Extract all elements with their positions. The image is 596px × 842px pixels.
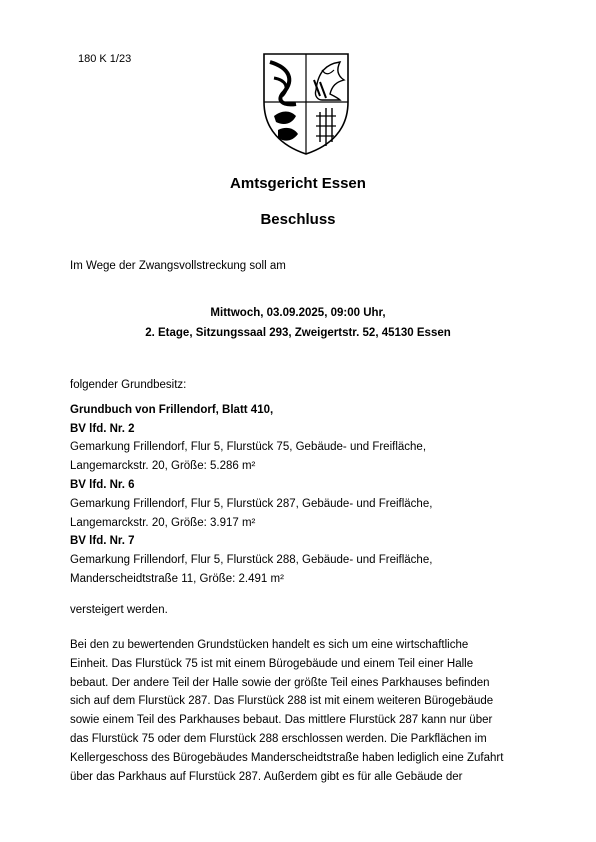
description-line: sich auf dem Flurstück 287. Das Flurstück 288 ist mit einem weiteren Bürogebäude [70,695,494,708]
property-line: Langemarckstr. 20, Größe: 5.286 m² [70,460,256,473]
property-line: BV lfd. Nr. 2 [70,422,135,435]
case-number: 180 K 1/23 [78,53,132,65]
property-line: Manderscheidtstraße 11, Größe: 2.491 m² [70,572,284,585]
place-line: 2. Etage, Sitzungssaal 293, Zweigertstr. 52, 45130 Essen [145,327,451,339]
description-line: Bei den zu bewertenden Grundstücken handelt es sich um eine wirtschaftliche [70,639,469,651]
court-name: Amtsgericht Essen [230,175,366,192]
description-line: Kellergeschoss des Bürogebäudes Manderscheidtstraße haben lediglich eine Zufahrt [70,751,504,764]
document-title: Beschluss [260,211,336,228]
property-section [70,376,540,589]
property-line: Gemarkung Frillendorf, Flur 5, Flurstück 287, Gebäude- und Freifläche, [70,497,433,510]
description-line: Einheit. Das Flurstück 75 ist mit einem Bürogebäude und einem Teil einer Halle [70,657,474,670]
description-line: bebaut. Der andere Teil der Halle sowie der größte Teil eines Parkhauses befinden [70,676,490,689]
property-line: Langemarckstr. 20, Größe: 3.917 m² [70,516,256,529]
property-line: Gemarkung Frillendorf, Flur 5, Flurstück 288, Gebäude- und Freifläche, [70,554,433,567]
date-line: Mittwoch, 03.09.2025, 09:00 Uhr, [210,307,386,319]
description-line: das Flurstück 75 oder dem Flurstück 288 erschlossen werden. Die Parkflächen im [70,732,487,745]
auction-text: versteigert werden. [70,604,168,616]
description-line: über das Parkhaus auf Flurstück 287. Außerdem gibt es für alle Gebäude der [70,770,463,783]
property-line: Grundbuch von Frillendorf, Blatt 410, [70,403,274,416]
property-line: Gemarkung Frillendorf, Flur 5, Flurstück 75, Gebäude- und Freifläche, [70,441,427,454]
property-line: BV lfd. Nr. 7 [70,535,135,548]
description-line: sowie einem Teil des Parkhauses bebaut. Das mittlere Flurstück 287 kann nur über [70,714,493,727]
property-intro: folgender Grundbesitz: [70,379,187,391]
property-line: BV lfd. Nr. 6 [70,478,135,491]
intro-text: Im Wege der Zwangsvollstreckung soll am [70,260,286,272]
coat-of-arms-icon [260,50,352,158]
description-paragraph [70,636,540,786]
